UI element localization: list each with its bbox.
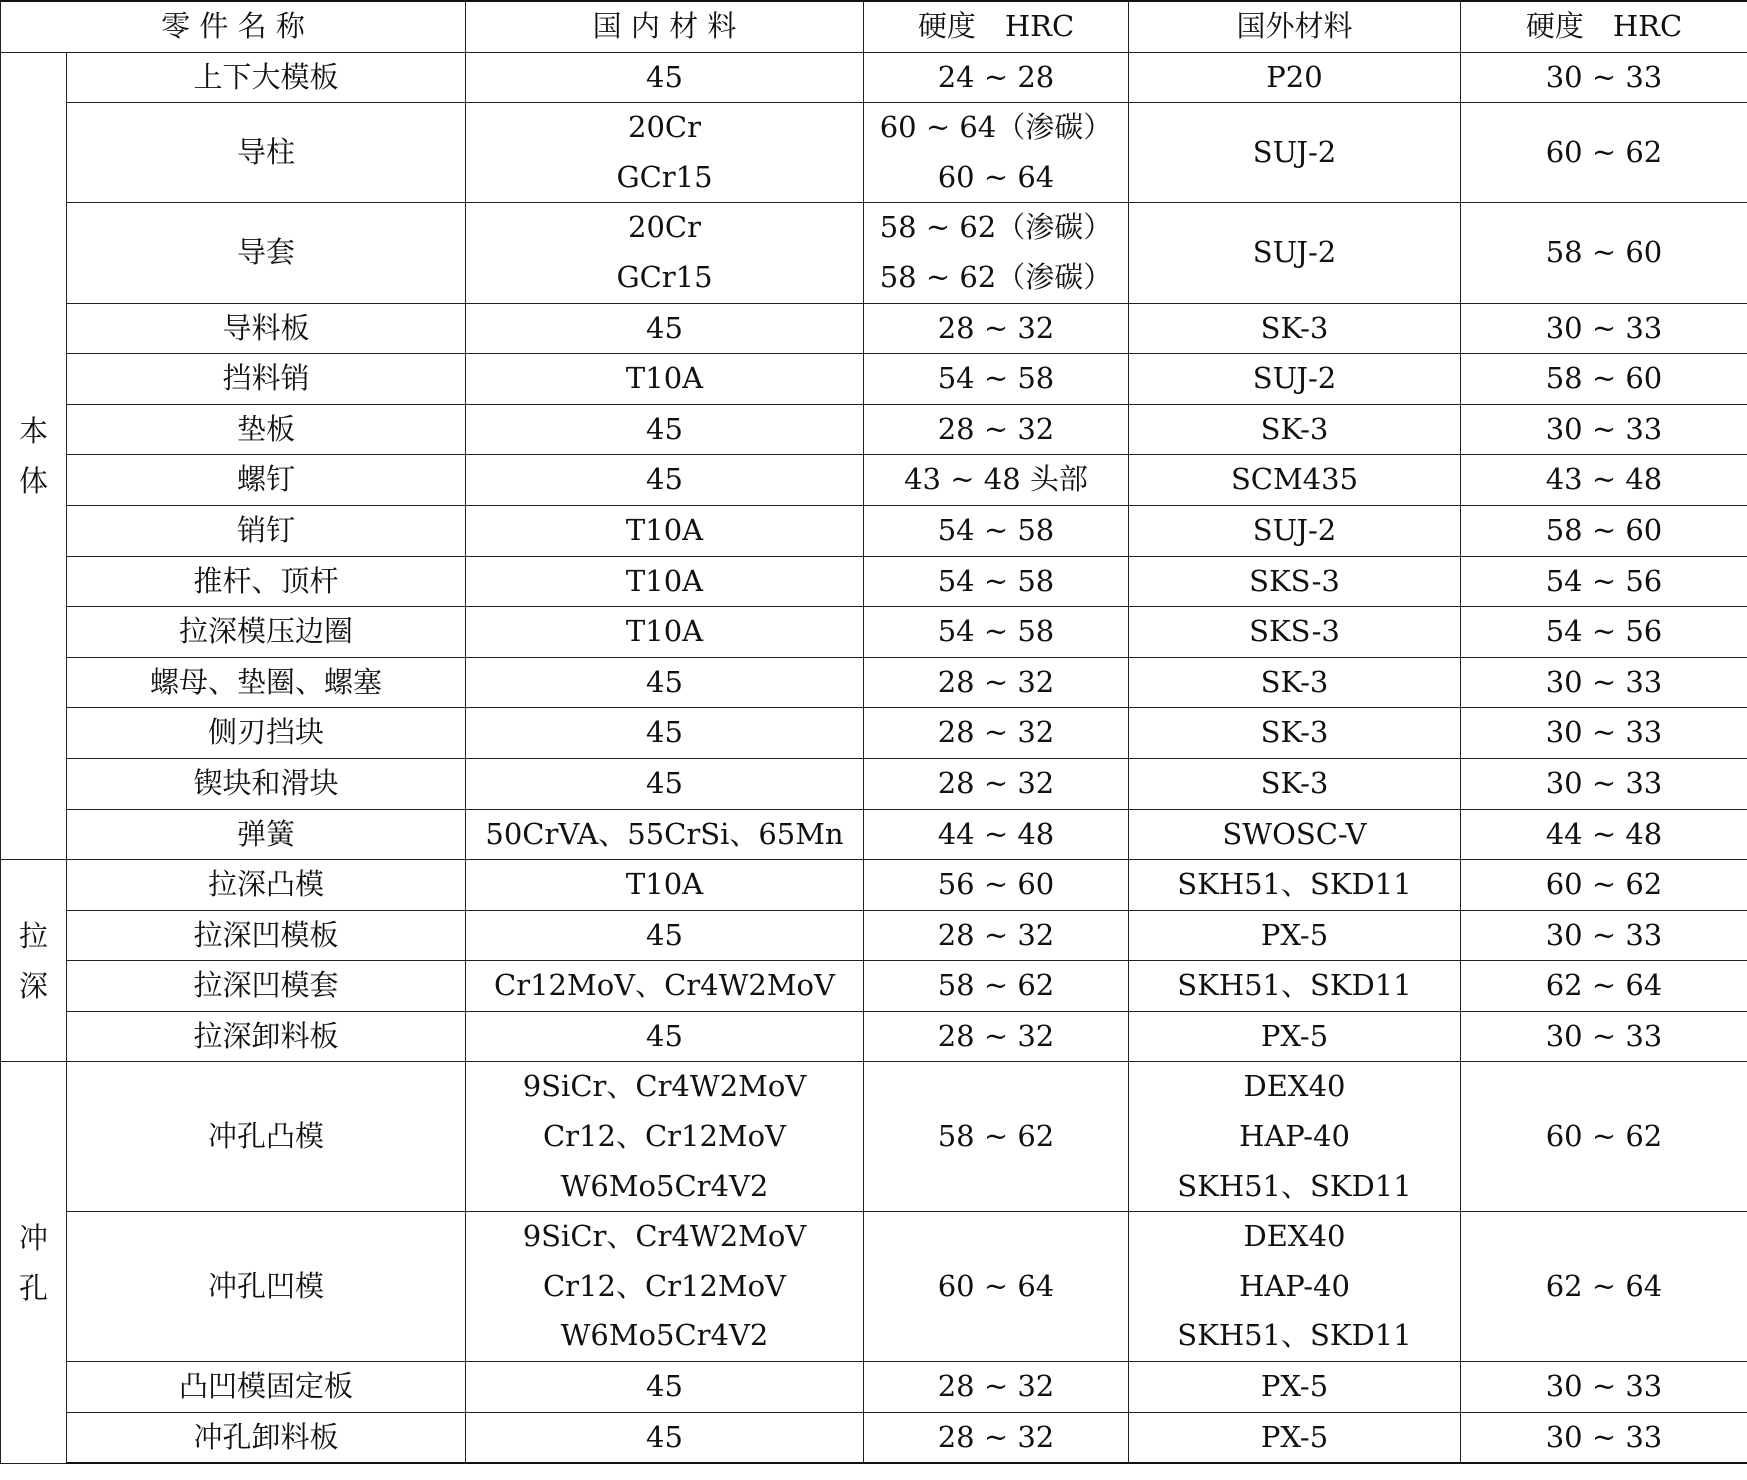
domestic-hardness-cell (864, 1212, 1129, 1362)
domestic-material-cell (466, 1011, 864, 1062)
table-row (1, 860, 1747, 911)
domestic-material-cell (466, 1412, 864, 1463)
foreign-hardness-cell: 30 ~ 33 (1461, 1412, 1747, 1463)
domestic-hardness-cell-line: 24 ~ 28 (937, 59, 1055, 94)
foreign-material-cell (1129, 404, 1461, 455)
part-name-cell: 垫板 (67, 404, 466, 455)
domestic-material-cell (466, 404, 864, 455)
foreign-material-cell-line: SKS-3 (1249, 563, 1340, 598)
foreign-material-cell (1129, 809, 1461, 860)
table-body (1, 52, 1747, 1463)
domestic-material-cell-line: T10A (625, 512, 704, 547)
domestic-material-cell-line: T10A (625, 361, 704, 396)
table-row (1, 961, 1747, 1012)
domestic-hardness-cell (864, 1011, 1129, 1062)
domestic-hardness-cell (864, 455, 1129, 506)
part-name-cell: 凸凹模固定板 (67, 1362, 466, 1413)
table-row (1, 1212, 1747, 1362)
foreign-hardness-cell: 30 ~ 33 (1461, 1362, 1747, 1413)
domestic-material-cell (466, 860, 864, 911)
table-row (1, 556, 1747, 607)
domestic-material-cell-line: 20Cr (628, 110, 701, 145)
part-name-cell: 导料板 (67, 303, 466, 354)
domestic-hardness-cell-line: 58 ~ 62（渗碳） (879, 259, 1113, 294)
domestic-hardness-cell (864, 1062, 1129, 1212)
foreign-material-cell-line: SKH51、SKD11 (1177, 1318, 1412, 1353)
table-row (1, 1011, 1747, 1062)
domestic-material-cell-line: 45 (646, 664, 683, 699)
domestic-hardness-cell-line: 56 ~ 60 (937, 867, 1055, 902)
part-name-cell: 螺钉 (67, 455, 466, 506)
domestic-material-cell (466, 961, 864, 1012)
foreign-material-cell-line: DEX40 (1243, 1219, 1346, 1254)
domestic-hardness-cell (864, 657, 1129, 708)
domestic-hardness-cell-line: 60 ~ 64 (937, 159, 1055, 194)
domestic-material-cell-line: 45 (646, 1419, 683, 1454)
foreign-hardness-cell: 43 ~ 48 (1461, 455, 1747, 506)
part-name-cell: 锲块和滑块 (67, 758, 466, 809)
foreign-hardness-cell: 30 ~ 33 (1461, 657, 1747, 708)
domestic-hardness-cell (864, 505, 1129, 556)
domestic-hardness-cell-line: 60 ~ 64 (937, 1268, 1055, 1303)
foreign-hardness-cell: 30 ~ 33 (1461, 758, 1747, 809)
domestic-material-cell-line: 45 (646, 917, 683, 952)
table-row (1, 1362, 1747, 1413)
foreign-material-cell-line: DEX40 (1243, 1069, 1346, 1104)
domestic-hardness-cell-line: 58 ~ 62 (937, 968, 1055, 1003)
foreign-hardness-cell: 30 ~ 33 (1461, 1011, 1747, 1062)
domestic-hardness-cell (864, 607, 1129, 658)
table-row (1, 1412, 1747, 1463)
foreign-material-cell (1129, 556, 1461, 607)
group-label (1, 52, 67, 860)
foreign-material-cell-line: SUJ-2 (1252, 235, 1337, 270)
foreign-hardness-cell: 44 ~ 48 (1461, 809, 1747, 860)
part-name-cell: 冲孔凸模 (67, 1062, 466, 1212)
domestic-material-cell (466, 809, 864, 860)
part-name-cell: 拉深模压边圈 (67, 607, 466, 658)
domestic-hardness-cell (864, 758, 1129, 809)
domestic-material-cell (466, 203, 864, 303)
header-domestic-hardness: 硬度 HRC (864, 1, 1129, 52)
domestic-hardness-cell (864, 203, 1129, 303)
domestic-hardness-cell-line: 28 ~ 32 (937, 1369, 1055, 1404)
group-label (1, 1062, 67, 1463)
foreign-hardness-cell: 30 ~ 33 (1461, 910, 1747, 961)
table-row (1, 303, 1747, 354)
foreign-material-cell (1129, 910, 1461, 961)
part-name-cell: 拉深凸模 (67, 860, 466, 911)
domestic-hardness-cell (864, 910, 1129, 961)
foreign-material-cell-line: PX-5 (1260, 1419, 1329, 1454)
part-name-cell: 推杆、顶杆 (67, 556, 466, 607)
domestic-material-cell-line: 45 (646, 715, 683, 750)
foreign-material-cell (1129, 758, 1461, 809)
part-name-cell: 挡料销 (67, 354, 466, 405)
domestic-material-cell-line: 45 (646, 411, 683, 446)
foreign-material-cell (1129, 657, 1461, 708)
foreign-material-cell-line: HAP-40 (1239, 1268, 1350, 1303)
domestic-material-cell-line: 9SiCr、Cr4W2MoV (522, 1219, 807, 1254)
domestic-material-cell-line: Cr12、Cr12MoV (542, 1119, 786, 1154)
foreign-material-cell (1129, 1212, 1461, 1362)
foreign-material-cell (1129, 708, 1461, 759)
domestic-hardness-cell (864, 860, 1129, 911)
foreign-material-cell (1129, 1062, 1461, 1212)
domestic-hardness-cell-line: 58 ~ 62 (937, 1119, 1055, 1154)
domestic-hardness-cell (864, 354, 1129, 405)
foreign-material-cell (1129, 860, 1461, 911)
foreign-material-cell (1129, 1362, 1461, 1413)
foreign-material-cell-line: SKH51、SKD11 (1177, 1168, 1412, 1203)
foreign-hardness-cell: 60 ~ 62 (1461, 860, 1747, 911)
part-name-cell: 上下大模板 (67, 52, 466, 103)
part-name-cell: 销钉 (67, 505, 466, 556)
foreign-hardness-cell: 54 ~ 56 (1461, 556, 1747, 607)
table-row (1, 354, 1747, 405)
domestic-hardness-cell-line: 28 ~ 32 (937, 1419, 1055, 1454)
table-row (1, 758, 1747, 809)
part-name-cell: 侧刃挡块 (67, 708, 466, 759)
domestic-material-cell (466, 354, 864, 405)
foreign-material-cell-line: SUJ-2 (1252, 134, 1337, 169)
foreign-hardness-cell: 30 ~ 33 (1461, 52, 1747, 103)
domestic-material-cell (466, 708, 864, 759)
foreign-hardness-cell: 60 ~ 62 (1461, 1062, 1747, 1212)
foreign-hardness-cell: 30 ~ 33 (1461, 708, 1747, 759)
domestic-hardness-cell-line: 43 ~ 48 头部 (904, 462, 1088, 497)
group-label-char: 体 (18, 463, 48, 498)
foreign-material-cell-line: SKH51、SKD11 (1177, 867, 1412, 902)
domestic-material-cell-line: Cr12MoV、Cr4W2MoV (494, 968, 835, 1003)
foreign-hardness-cell: 60 ~ 62 (1461, 103, 1747, 203)
foreign-material-cell (1129, 1011, 1461, 1062)
part-name-cell: 导套 (67, 203, 466, 303)
table-row (1, 505, 1747, 556)
domestic-hardness-cell-line: 28 ~ 32 (937, 664, 1055, 699)
domestic-material-cell (466, 103, 864, 203)
domestic-hardness-cell-line: 28 ~ 32 (937, 411, 1055, 446)
table-row (1, 1062, 1747, 1212)
domestic-material-cell-line: W6Mo5Cr4V2 (560, 1318, 769, 1353)
domestic-material-cell (466, 556, 864, 607)
domestic-hardness-cell-line: 28 ~ 32 (937, 765, 1055, 800)
domestic-hardness-cell-line: 60 ~ 64（渗碳） (879, 110, 1113, 145)
domestic-material-cell-line: GCr15 (616, 159, 713, 194)
foreign-material-cell-line: PX-5 (1260, 1369, 1329, 1404)
domestic-hardness-cell-line: 28 ~ 32 (937, 1018, 1055, 1053)
part-name-cell: 螺母、垫圈、螺塞 (67, 657, 466, 708)
domestic-material-cell (466, 52, 864, 103)
domestic-hardness-cell-line: 54 ~ 58 (937, 361, 1055, 396)
domestic-material-cell-line: 45 (646, 59, 683, 94)
foreign-hardness-cell: 30 ~ 33 (1461, 404, 1747, 455)
foreign-material-cell (1129, 1412, 1461, 1463)
domestic-material-cell (466, 607, 864, 658)
domestic-material-cell-line: Cr12、Cr12MoV (542, 1268, 786, 1303)
domestic-material-cell-line: T10A (625, 614, 704, 649)
part-name-cell: 拉深凹模套 (67, 961, 466, 1012)
domestic-hardness-cell-line: 44 ~ 48 (937, 816, 1055, 851)
domestic-hardness-cell (864, 1362, 1129, 1413)
table-row (1, 607, 1747, 658)
foreign-material-cell-line: PX-5 (1260, 1018, 1329, 1053)
domestic-hardness-cell-line: 58 ~ 62（渗碳） (879, 210, 1113, 245)
part-name-cell: 弹簧 (67, 809, 466, 860)
foreign-material-cell-line: SWOSC-V (1222, 816, 1367, 851)
domestic-material-cell (466, 910, 864, 961)
table-row (1, 404, 1747, 455)
table-row (1, 203, 1747, 303)
foreign-material-cell-line: SUJ-2 (1252, 512, 1337, 547)
domestic-material-cell-line: 45 (646, 1018, 683, 1053)
part-name-cell: 拉深凹模板 (67, 910, 466, 961)
domestic-material-cell-line: 45 (646, 310, 683, 345)
domestic-hardness-cell (864, 303, 1129, 354)
part-name-cell: 拉深卸料板 (67, 1011, 466, 1062)
domestic-hardness-cell (864, 103, 1129, 203)
foreign-material-cell (1129, 455, 1461, 506)
table-row (1, 52, 1747, 103)
foreign-material-cell (1129, 303, 1461, 354)
table-row (1, 455, 1747, 506)
foreign-material-cell-line: SCM435 (1230, 462, 1359, 497)
domestic-hardness-cell (864, 52, 1129, 103)
domestic-hardness-cell (864, 404, 1129, 455)
group-label-char: 孔 (18, 1270, 48, 1305)
foreign-hardness-cell: 54 ~ 56 (1461, 607, 1747, 658)
group-label (1, 860, 67, 1062)
domestic-hardness-cell-line: 54 ~ 58 (937, 614, 1055, 649)
foreign-material-cell-line: SK-3 (1260, 715, 1329, 750)
table-row (1, 657, 1747, 708)
group-label-char: 深 (18, 968, 48, 1003)
domestic-material-cell-line: 45 (646, 1369, 683, 1404)
group-label-char: 拉 (18, 918, 48, 953)
header-foreign-hardness: 硬度 HRC (1461, 1, 1747, 52)
header-part-name: 零 件 名 称 (1, 1, 466, 52)
domestic-material-cell (466, 758, 864, 809)
domestic-material-cell (466, 657, 864, 708)
domestic-material-cell-line: 9SiCr、Cr4W2MoV (522, 1069, 807, 1104)
foreign-material-cell-line: SK-3 (1260, 411, 1329, 446)
domestic-material-cell-line: 45 (646, 765, 683, 800)
domestic-material-cell (466, 505, 864, 556)
foreign-material-cell-line: SK-3 (1260, 765, 1329, 800)
foreign-hardness-cell: 58 ~ 60 (1461, 203, 1747, 303)
foreign-hardness-cell: 62 ~ 64 (1461, 961, 1747, 1012)
table-row (1, 809, 1747, 860)
foreign-material-cell-line: SKS-3 (1249, 614, 1340, 649)
group-label-char: 本 (18, 413, 48, 448)
domestic-material-cell-line: 20Cr (628, 210, 701, 245)
foreign-hardness-cell: 62 ~ 64 (1461, 1212, 1747, 1362)
foreign-material-cell-line: SK-3 (1260, 664, 1329, 699)
header-foreign-material: 国外材料 (1129, 1, 1461, 52)
domestic-material-cell-line: 50CrVA、55CrSi、65Mn (485, 816, 844, 851)
domestic-hardness-cell (864, 708, 1129, 759)
group-label-char: 冲 (18, 1220, 48, 1255)
foreign-material-cell-line: P20 (1266, 59, 1323, 94)
foreign-hardness-cell: 30 ~ 33 (1461, 303, 1747, 354)
foreign-material-cell (1129, 52, 1461, 103)
domestic-hardness-cell (864, 1412, 1129, 1463)
table-row (1, 103, 1747, 203)
part-name-cell: 导柱 (67, 103, 466, 203)
table-row (1, 910, 1747, 961)
foreign-material-cell (1129, 103, 1461, 203)
table-row (1, 708, 1747, 759)
foreign-material-cell (1129, 961, 1461, 1012)
domestic-material-cell-line: 45 (646, 462, 683, 497)
foreign-material-cell (1129, 354, 1461, 405)
domestic-hardness-cell-line: 54 ~ 58 (937, 563, 1055, 598)
header-row (1, 1, 1747, 52)
domestic-material-cell (466, 303, 864, 354)
foreign-material-cell-line: SUJ-2 (1252, 361, 1337, 396)
domestic-material-cell-line: T10A (625, 867, 704, 902)
foreign-material-cell (1129, 505, 1461, 556)
domestic-material-cell (466, 1062, 864, 1212)
domestic-material-cell (466, 1212, 864, 1362)
domestic-hardness-cell-line: 28 ~ 32 (937, 917, 1055, 952)
domestic-material-cell-line: W6Mo5Cr4V2 (560, 1168, 769, 1203)
foreign-material-cell-line: SKH51、SKD11 (1177, 968, 1412, 1003)
domestic-hardness-cell (864, 809, 1129, 860)
domestic-material-cell (466, 1362, 864, 1413)
domestic-material-cell-line: T10A (625, 563, 704, 598)
foreign-material-cell-line: PX-5 (1260, 917, 1329, 952)
foreign-hardness-cell: 58 ~ 60 (1461, 354, 1747, 405)
part-name-cell: 冲孔凹模 (67, 1212, 466, 1362)
domestic-material-cell-line: GCr15 (616, 259, 713, 294)
foreign-material-cell-line: HAP-40 (1239, 1119, 1350, 1154)
domestic-hardness-cell (864, 556, 1129, 607)
domestic-hardness-cell-line: 28 ~ 32 (937, 310, 1055, 345)
foreign-material-cell (1129, 203, 1461, 303)
header-domestic-material: 国 内 材 料 (466, 1, 864, 52)
domestic-hardness-cell (864, 961, 1129, 1012)
foreign-material-cell (1129, 607, 1461, 658)
foreign-material-cell-line: SK-3 (1260, 310, 1329, 345)
domestic-hardness-cell-line: 28 ~ 32 (937, 715, 1055, 750)
foreign-hardness-cell: 58 ~ 60 (1461, 505, 1747, 556)
domestic-hardness-cell-line: 54 ~ 58 (937, 512, 1055, 547)
part-name-cell: 冲孔卸料板 (67, 1412, 466, 1463)
domestic-material-cell (466, 455, 864, 506)
